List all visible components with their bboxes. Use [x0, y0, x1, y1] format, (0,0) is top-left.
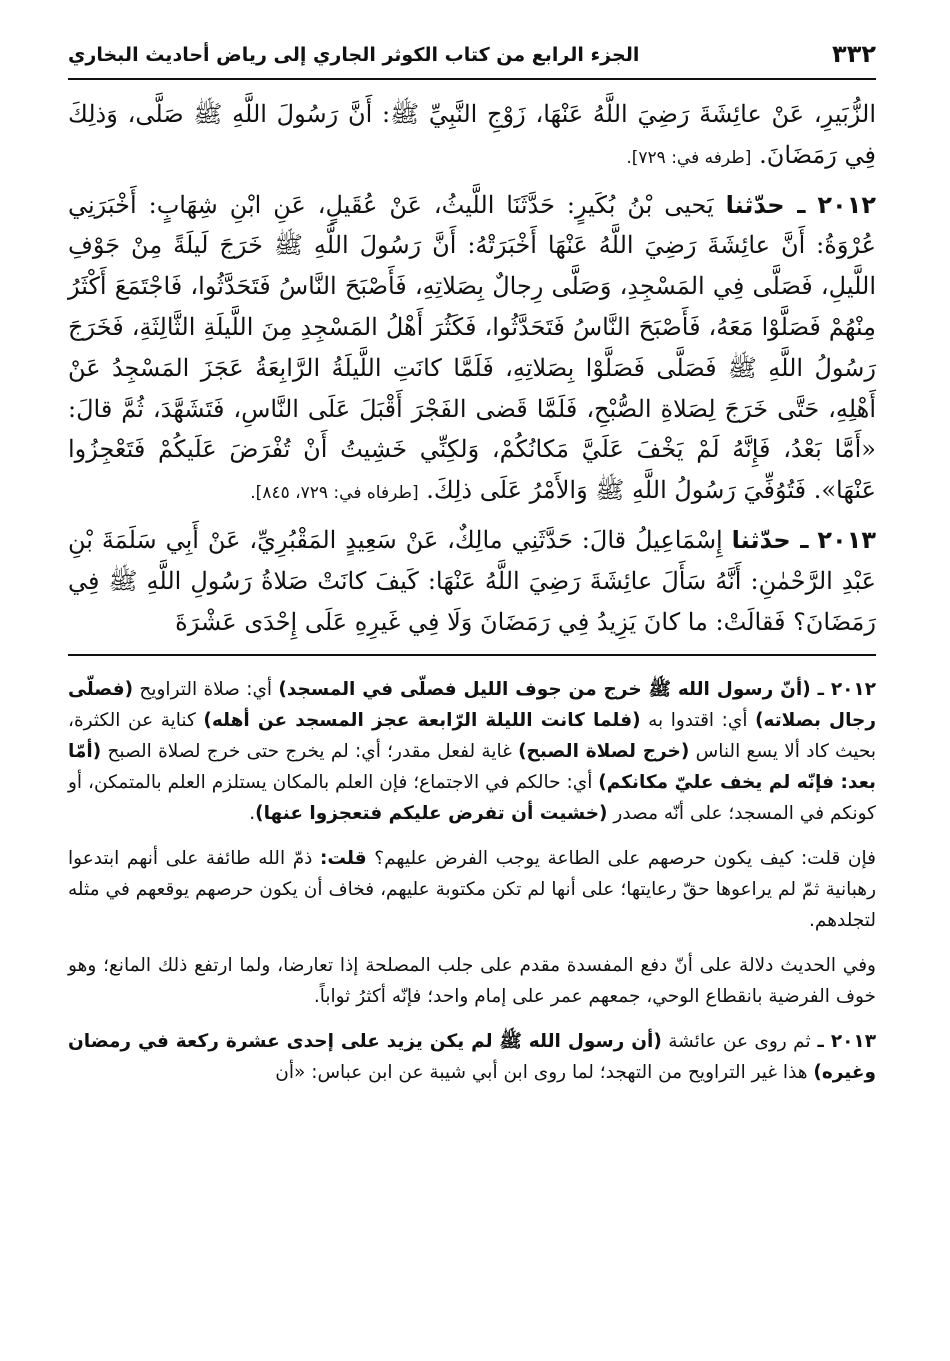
- section-divider: [68, 654, 876, 656]
- commentary-block: [68, 674, 876, 1088]
- commentary-text: غاية لفعل مقدر؛ أي: لم يخرج حتى خرج لصلاة الصبح: [101, 741, 519, 763]
- commentary-quote: (خشيت أن تفرض عليكم فتعجزوا عنها): [255, 803, 608, 825]
- hadith-paragraph: [68, 94, 876, 179]
- hadith-text: يَحيى بْنُ بُكَيرٍ: حَدَّثَنَا اللَّيثُ، عَنْ عُقَيلٍ، عَنِ ابْنِ شِهَابٍ: أَخْبَرَنِي عُرْوَةُ: أَنَّ عائِشَةَ رَضِيَ اللَّهُ عَنْهَا أَخْبَرَتْهُ: أَنَّ رَسُولَ اللَّهِ ﷺ خَرَجَ لَيلَةً مِنْ جَوْفِ اللَّيلِ، فَصَلَّى فِي المَسْجِدِ، وَصَلَّى رِجالٌ بِصَلاتِهِ، فَأَصْبَحَ النَّاسُ فَتَحَدَّثُوا، فَاجْتَمَعَ أَكْثَرُ مِنْهُمْ فَصَلَّوْا مَعَهُ، فَأَصْبَحَ النَّاسُ فَتَحَدَّثُوا، فَكَثُرَ أَهْلُ المَسْجِدِ مِنَ اللَّيلَةِ الثَّالِثَةِ، فَخَرَجَ رَسُولُ اللَّهِ ﷺ فَصَلَّى فَصَلَّوْا بِصَلاتِهِ، فَلَمَّا كانَتِ اللَّيلَةُ الرَّابِعَةُ عَجَزَ المَسْجِدُ عَنْ أَهْلِهِ، حَتَّى خَرَجَ لِصَلاةِ الصُّبْحِ، فَلَمَّا قَضى الفَجْرَ أَقْبَلَ عَلَى النَّاسِ، فَتَشَهَّدَ، ثُمَّ قالَ: «أَمَّا بَعْدُ، فَإِنَّهُ لَمْ يَخْفَ عَلَيَّ مَكانُكُمْ، وَلكِنِّي خَشِيتُ أَنْ تُفْرَضَ عَلَيكُمْ فَتَعْجِزُوا عَنْهَا». فَتُوُفِّيَ رَسُولُ اللَّهِ ﷺ وَالأَمْرُ عَلَى ذلِكَ.: [68, 190, 876, 505]
- commentary-quote: ٢٠١٢ ـ: [810, 679, 876, 701]
- hadith-lead: حدّثنا: [725, 190, 785, 219]
- book-page: [68, 38, 876, 1088]
- commentary-text: وفي الحديث دلالة على أنّ دفع المفسدة مقدم على جلب المصلحة إذا تعارضا، ولما ارتفع ذلك المانع؛ وهو خوف الفرضية بانقطاع الوحي، جمعهم عمر على إمام واحد؛ فإنّه أكثرُ ثواباً.: [68, 955, 876, 1008]
- commentary-text: أي: صلاة التراويح: [133, 679, 279, 701]
- hadith-paragraph: ٢٠١٣ ـ حدّثنا إِسْمَاعِيلُ قالَ: حَدَّثَنِي مالِكٌ، عَنْ سَعِيدٍ المَقْبُرِيِّ، عَنْ أَبِي سَلَمَةَ بْنِ عَبْدِ الرَّحْمٰنِ: أَنَّهُ سَأَلَ عائِشَةَ رَضِيَ اللَّهُ عَنْهَا: كَيفَ كانَتْ صَلاةُ رَسُولِ اللَّهِ ﷺ فِي رَمَضَانَ؟ فَقالَتْ: ما كانَ يَزِيدُ فِي رَمَضَانَ وَلَا فِي غَيرِهِ عَلَى إِحْدَى عَشْرَةَ: [68, 525, 876, 636]
- page-number: ٣٣٢: [832, 40, 876, 68]
- commentary-quote: (خرج لصلاة الصبح): [518, 741, 690, 763]
- hadith-text-block: [68, 94, 876, 642]
- commentary-paragraph: [68, 1026, 876, 1088]
- commentary-text: كناية عن الكثرة، بحيث كاد ألا يسع الناس: [68, 710, 876, 763]
- book-title: الجزء الرابع من كتاب الكوثر الجاري إلى رياض أحاديث البخاري: [68, 44, 640, 66]
- commentary-text: أي: حالكم في الاجتماع؛ فإن العلم بالمكان يستلزم العلم بالمتمكن، أو كونكم في المسجد؛ على أنّه مصدر: [68, 772, 876, 825]
- hadith-text: إِسْمَاعِيلُ قالَ: حَدَّثَنِي مالِكٌ، عَنْ سَعِيدٍ المَقْبُرِيِّ، عَنْ أَبِي سَلَمَةَ بْنِ عَبْدِ الرَّحْمٰنِ: أَنَّهُ سَأَلَ عائِشَةَ رَضِيَ اللَّهُ عَنْهَا: كَيفَ كانَتْ صَلاةُ رَسُولِ اللَّهِ ﷺ فِي رَمَضَانَ؟ فَقالَتْ: ما كانَ يَزِيدُ فِي رَمَضَانَ وَلَا فِي غَيرِهِ عَلَى إِحْدَى عَشْرَةَ: [68, 525, 876, 636]
- commentary-text: أي: اقتدوا به: [640, 710, 756, 732]
- cross-reference: [طرفاه في: ٧٢٩، ٨٤٥].: [250, 483, 419, 504]
- running-header: [68, 38, 876, 80]
- commentary-quote: (أمّا بعد: فإنّه لم يخف عليّ مكانكم): [68, 741, 876, 794]
- commentary-text: ذمّ الله طائفة على أنهم ابتدعوا رهبانية ثمّ لم يراعوها حقّ رعايتها؛ على أنها لم تكن مكتوبة عليهم، فخاف أن يكون حرصهم يوقعهم في مثله لتجلدهم.: [68, 848, 876, 932]
- hadith-lead: حدّثنا: [731, 525, 791, 554]
- commentary-quote: (فصلّى رجال بصلاته): [68, 679, 877, 732]
- hadith-number: ٢٠١٣: [817, 525, 876, 554]
- commentary-paragraph: [68, 843, 876, 936]
- cross-reference: [طرفه في: ٧٢٩].: [626, 147, 752, 168]
- hadith-text: الزُّبَيرِ، عَنْ عائِشَةَ رَضِيَ اللَّهُ عَنْهَا، زَوْجِ النَّبِيِّ ﷺ: أَنَّ رَسُولَ اللَّهِ ﷺ صَلَّى، وَذلِكَ فِي رَمَضَانَ.: [68, 100, 876, 169]
- commentary-paragraph: [68, 950, 876, 1012]
- hadith-number: ٢٠١٢: [817, 190, 876, 219]
- hadith-paragraph: ٢٠١٢ ـ حدّثنا يَحيى بْنُ بُكَيرٍ: حَدَّثَنَا اللَّيثُ، عَنْ عُقَيلٍ، عَنِ ابْنِ شِهَابٍ: أَخْبَرَنِي عُرْوَةُ: أَنَّ عائِشَةَ رَضِيَ اللَّهُ عَنْهَا أَخْبَرَتْهُ: أَنَّ رَسُولَ اللَّهِ ﷺ خَرَجَ لَيلَةً مِنْ جَوْفِ اللَّيلِ، فَصَلَّى فِي المَسْجِدِ، وَصَلَّى رِجالٌ بِصَلاتِهِ، فَأَصْبَحَ النَّاسُ فَتَحَدَّثُوا، فَاجْتَمَعَ أَكْثَرُ مِنْهُمْ فَصَلَّوْا مَعَهُ، فَأَصْبَحَ النَّاسُ فَتَحَدَّثُوا، فَكَثُرَ أَهْلُ المَسْجِدِ مِنَ اللَّيلَةِ الثَّالِثَةِ، فَخَرَجَ رَسُولُ اللَّهِ ﷺ فَصَلَّى فَصَلَّوْا بِصَلاتِهِ، فَلَمَّا كانَتِ اللَّيلَةُ الرَّابِعَةُ عَجَزَ المَسْجِدُ عَنْ أَهْلِهِ، حَتَّى خَرَجَ لِصَلاةِ الصُّبْحِ، فَلَمَّا قَضى الفَجْرَ أَقْبَلَ عَلَى النَّاسِ، فَتَشَهَّدَ، ثُمَّ قالَ: «أَمَّا بَعْدُ، فَإِنَّهُ لَمْ يَخْفَ عَلَيَّ مَكانُكُمْ، وَلكِنِّي خَشِيتُ أَنْ تُفْرَضَ عَلَيكُمْ فَتَعْجِزُوا عَنْهَا». فَتُوُفِّيَ رَسُولُ اللَّهِ ﷺ وَالأَمْرُ عَلَى ذلِكَ. [طرفاه في: ٧٢٩، ٨٤٥].: [68, 190, 876, 505]
- commentary-text: فإن قلت: كيف يكون حرصهم على الطاعة يوجب الفرض عليهم؟: [366, 848, 876, 870]
- commentary-paragraph: [68, 674, 876, 829]
- commentary-text: ثم روى عن عائشة: [661, 1031, 811, 1053]
- commentary-text: هذا غير التراويح من التهجد؛ لما روى ابن أبي شيبة عن ابن عباس: «أن: [275, 1062, 814, 1084]
- commentary-quote: (فلما كانت الليلة الرّابعة عجز المسجد عن أهله): [203, 710, 641, 732]
- commentary-text: .: [249, 803, 256, 825]
- commentary-quote: (أنّ رسول الله ﷺ خرج من جوف الليل فصلّى في المسجد): [278, 679, 811, 701]
- commentary-quote: قلت:: [320, 848, 367, 870]
- commentary-quote: (أن رسول الله ﷺ لم يكن يزيد على إحدى عشرة ركعة في رمضان وغيره): [68, 1031, 876, 1084]
- commentary-quote: ٢٠١٣ ـ: [810, 1031, 876, 1053]
